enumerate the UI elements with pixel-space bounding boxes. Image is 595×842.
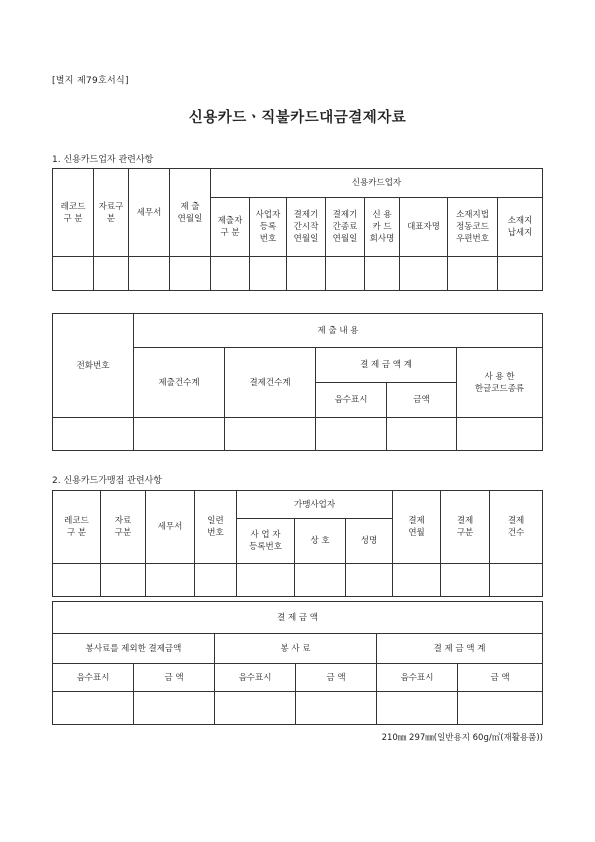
settlement-amount-table xyxy=(52,601,543,725)
settle-month-cell[interactable] xyxy=(393,564,441,597)
representative-header: 대표자명 xyxy=(400,198,448,257)
settle-end-cell[interactable] xyxy=(326,257,365,291)
owner-name-cell[interactable] xyxy=(346,564,393,597)
sign-header-3: 음수표시 xyxy=(377,664,458,692)
excl-service-fee-header: 봉사료를 제외한 결제금액 xyxy=(53,634,215,664)
phone-header: 전화번호 xyxy=(53,314,134,418)
settle-amount-group-header: 결 제 금 액 xyxy=(53,602,543,634)
trade-name-cell[interactable] xyxy=(295,564,346,597)
amount-total-header: 결 제 금 액 계 xyxy=(377,634,543,664)
card-company-cell[interactable] xyxy=(365,257,400,291)
biz-reg-no-header: 사업자 등록 번호 xyxy=(250,198,287,257)
merchant-tax-office-header: 세무서 xyxy=(146,491,195,564)
settle-type-cell[interactable] xyxy=(441,564,490,597)
sign-cell-2[interactable] xyxy=(215,692,296,725)
data-type-cell[interactable] xyxy=(94,257,129,291)
settle-month-header: 결제 연월 xyxy=(393,491,441,564)
submitter-type-header: 제출자 구 분 xyxy=(211,198,250,257)
location-tax-cell[interactable] xyxy=(498,257,543,291)
merchant-settle-count-cell[interactable] xyxy=(490,564,543,597)
biz-reg-no-cell[interactable] xyxy=(250,257,287,291)
merchant-tax-office-cell[interactable] xyxy=(146,564,195,597)
sign-cell-1[interactable] xyxy=(53,692,134,725)
merchant-biz-reg-no-cell[interactable] xyxy=(237,564,295,597)
settle-type-header: 결제 구분 xyxy=(441,491,490,564)
merchant-settle-count-header: 결제 건수 xyxy=(490,491,543,564)
location-code-cell[interactable] xyxy=(448,257,498,291)
merchant-group-header: 가맹사업자 xyxy=(237,491,393,519)
location-code-header: 소재지법 정동코드 우편번호 xyxy=(448,198,498,257)
merchant-record-type-cell[interactable] xyxy=(53,564,101,597)
sign-header-1: 음수표시 xyxy=(53,664,134,692)
paper-spec-footer: 210㎜ 297㎜(일반용지 60g/㎡(재활용품)) xyxy=(381,733,543,743)
phone-cell[interactable] xyxy=(53,418,134,451)
serial-no-cell[interactable] xyxy=(195,564,237,597)
record-type-cell[interactable] xyxy=(53,257,94,291)
card-issuer-group-header: 신용카드업자 xyxy=(211,169,543,198)
amount-cell-1[interactable] xyxy=(134,692,215,725)
merchant-data-type-header: 자료 구분 xyxy=(101,491,146,564)
sign-header: 음수표시 xyxy=(316,383,387,418)
service-fee-header: 봉 사 료 xyxy=(215,634,377,664)
submit-count-header: 제출건수계 xyxy=(134,348,225,418)
settle-start-header: 결제기 간시작 연월일 xyxy=(287,198,326,257)
owner-name-header: 성명 xyxy=(346,519,393,564)
submit-count-cell[interactable] xyxy=(134,418,225,451)
submit-date-header: 제 출 연월일 xyxy=(170,169,211,257)
settle-count-cell[interactable] xyxy=(225,418,316,451)
card-company-header: 신 용 카 드 회사명 xyxy=(365,198,400,257)
submission-group-header: 제 출 내 용 xyxy=(134,314,543,348)
amount-cell-2[interactable] xyxy=(296,692,377,725)
amount-header-3: 금 액 xyxy=(458,664,543,692)
sign-cell[interactable] xyxy=(316,418,387,451)
representative-cell[interactable] xyxy=(400,257,448,291)
amount-header-1: 금 액 xyxy=(134,664,215,692)
sign-header-2: 음수표시 xyxy=(215,664,296,692)
amount-header: 금액 xyxy=(387,383,457,418)
merchant-biz-reg-no-header: 사 업 자 등록번호 xyxy=(237,519,295,564)
merchant-record-type-header: 레코드 구 분 xyxy=(53,491,101,564)
section-2-heading: 2. 신용카드가맹점 관련사항 xyxy=(52,476,162,486)
trade-name-header: 상 호 xyxy=(295,519,346,564)
tax-office-cell[interactable] xyxy=(129,257,170,291)
settle-end-header: 결제기 간종료 연월일 xyxy=(326,198,365,257)
submission-table xyxy=(52,313,543,451)
submit-date-cell[interactable] xyxy=(170,257,211,291)
merchant-table xyxy=(52,490,543,597)
form-number: [별지 제79호서식] xyxy=(52,76,129,86)
amount-header-2: 금 액 xyxy=(296,664,377,692)
serial-no-header: 일련 번호 xyxy=(195,491,237,564)
amount-cell-3[interactable] xyxy=(458,692,543,725)
location-tax-header: 소재지 납세지 xyxy=(498,198,543,257)
data-type-header: 자료구 분 xyxy=(94,169,129,257)
submitter-type-cell[interactable] xyxy=(211,257,250,291)
form-title: 신용카드ㆍ직불카드대금결제자료 xyxy=(188,110,407,126)
section-1-heading: 1. 신용카드업자 관련사항 xyxy=(52,155,154,165)
hangul-code-header: 사 용 한 한글코드종류 xyxy=(457,348,543,418)
amount-total-group-header: 결 제 금 액 계 xyxy=(316,348,457,383)
hangul-code-cell[interactable] xyxy=(457,418,543,451)
amount-cell[interactable] xyxy=(387,418,457,451)
settle-count-header: 결제건수계 xyxy=(225,348,316,418)
settle-start-cell[interactable] xyxy=(287,257,326,291)
merchant-data-type-cell[interactable] xyxy=(101,564,146,597)
record-type-header: 레코드 구 분 xyxy=(53,169,94,257)
sign-cell-3[interactable] xyxy=(377,692,458,725)
card-issuer-table xyxy=(52,168,543,291)
tax-office-header: 세무서 xyxy=(129,169,170,257)
